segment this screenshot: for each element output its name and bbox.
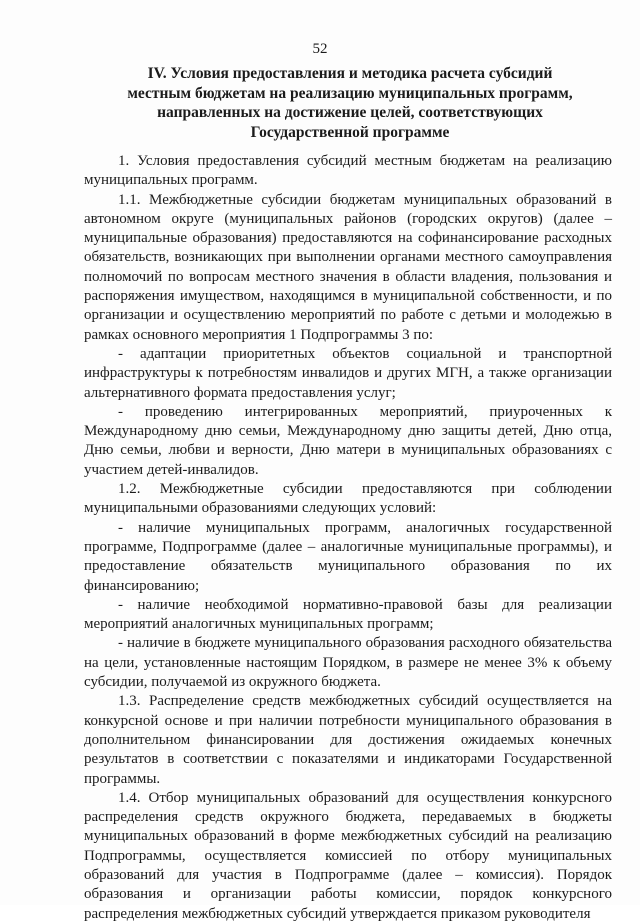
- paragraph-1-3: 1.3. Распределение средств межбюджетных субсидий осуществляется на конкурсной основе и при наличии потребности муниципального образования в дополнительном финансировании для достижения ожидаемых конечных результатов в соответствии с показателями и индикаторами Государственной программы.: [84, 693, 612, 787]
- list-item-legal-base: - наличие необходимой нормативно-правовой базы для реализации мероприятий аналогичных муниципальных программ;: [84, 596, 612, 633]
- heading-line: направленных на достижение целей, соответствующих: [157, 104, 543, 121]
- list-item-programs: - наличие муниципальных программ, аналогичных государственной программе, Подпрограмме (далее – аналогичные муниципальные программы), и предоставление обязательств муниципального образования по их финансированию;: [84, 519, 612, 594]
- section-heading: [80, 64, 620, 142]
- page-number: 52: [312, 41, 328, 57]
- list-item-adaptation: - адаптации приоритетных объектов социальной и транспортной инфраструктуры к потребностям инвалидов и других МГН, а также организации альтернативного формата предоставления услуг;: [84, 345, 612, 401]
- list-item-budget: - наличие в бюджете муниципального образования расходного обязательства на цели, установленные настоящим Порядком, в размере не менее 3% к объему субсидии, получаемой из окружного бюджета.: [84, 635, 612, 691]
- list-item-events: - проведению интегрированных мероприятий, приуроченных к Международному дню семьи, Международному дню защиты детей, Дню отца, Дню семьи, любви и верности, Дню матери в муниципальных образованиях с участием детей-инвалидов.: [84, 403, 612, 478]
- paragraph-1-1: 1.1. Межбюджетные субсидии бюджетам муниципальных образований в автономном округе (муниципальных районов (городских округов) (далее – муниципальные образования) предоставляются на софинансирование расходных обязательств, возникающих при выполнении органами местного самоуправления полномочий по вопросам местного значения в области владения, пользования и распоряжения имуществом, находящимся в муниципальной собственности, и по организации и осуществлению мероприятий по работе с детьми и молодежью в рамках основного мероприятия 1 Подпрограммы 3 по:: [84, 191, 612, 343]
- paragraph-1-2: 1.2. Межбюджетные субсидии предоставляются при соблюдении муниципальными образованиями следующих условий:: [84, 481, 612, 517]
- heading-line: IV. Условия предоставления и методика расчета субсидий: [147, 65, 553, 82]
- heading-line: местным бюджетам на реализацию муниципальных программ,: [127, 84, 573, 102]
- paragraph-1: 1. Условия предоставления субсидий местным бюджетам на реализацию муниципальных программ.: [84, 153, 612, 189]
- heading-line: Государственной программе: [250, 123, 450, 141]
- document-body: [84, 152, 612, 924]
- paragraph-1-4: 1.4. Отбор муниципальных образований для осуществления конкурсного распределения средств окружного бюджета, передаваемых в бюджеты муниципальных образований в форме межбюджетных субсидий на реализацию Подпрограммы, осуществляется комиссией по отбору муниципальных образований для участия в Подпрограмме (далее – комиссия). Порядок образования и организации работы комиссии, порядок конкурсного распределения межбюджетных субсидий утверждается приказом руководителя: [84, 789, 612, 922]
